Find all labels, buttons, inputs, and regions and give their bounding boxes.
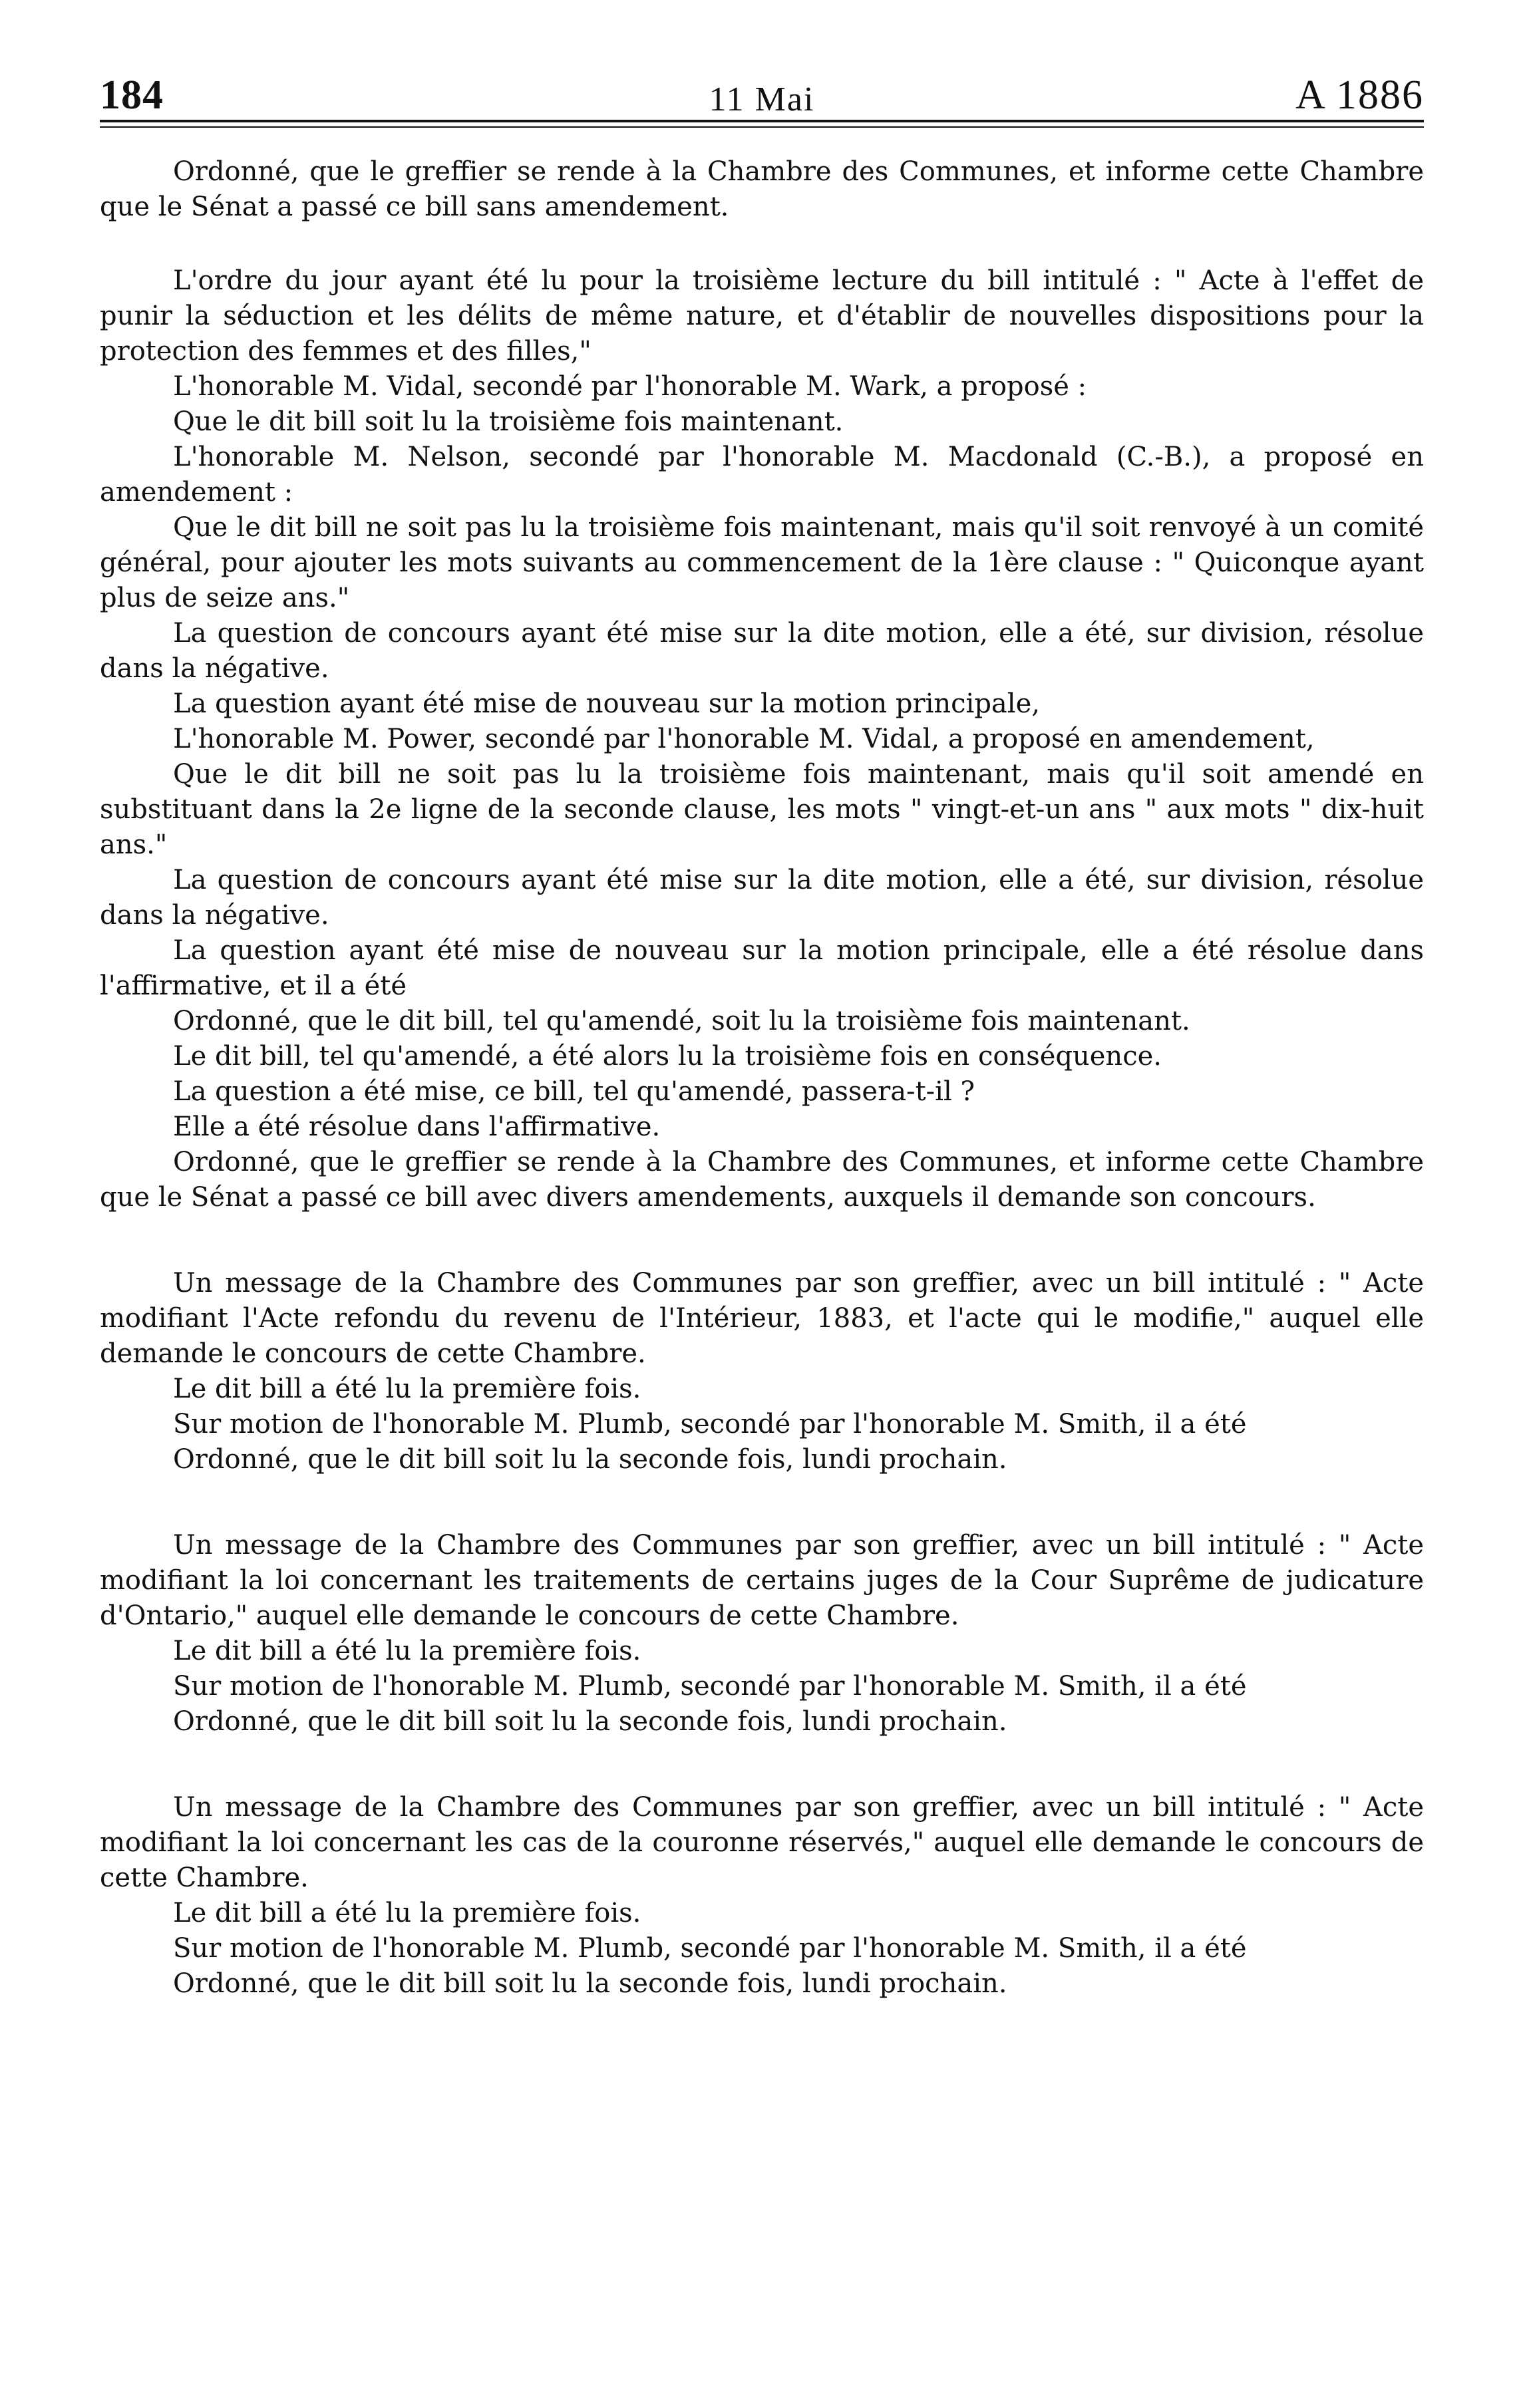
section-gap bbox=[100, 225, 1424, 263]
header-rule-thin bbox=[100, 126, 1424, 128]
paragraph: Ordonné, que le dit bill soit lu la seconde fois, lundi prochain. bbox=[173, 1706, 1007, 1737]
header-date: 11 Mai bbox=[709, 80, 815, 118]
section-gap bbox=[100, 1477, 1424, 1528]
paragraph: Ordonné, que le dit bill, tel qu'amendé, soit lu la troisième fois maintenant. bbox=[173, 1006, 1190, 1036]
paragraph: Que le dit bill ne soit pas lu la troisième fois maintenant, mais qu'il soit renvoyé à un comité général, pour ajouter les mots suivants au commencement de la 1ère clause : " Quiconque ayant plus de seize ans." bbox=[100, 512, 1424, 613]
section-gap bbox=[100, 1739, 1424, 1790]
paragraph: La question de concours ayant été mise sur la dite motion, elle a été, sur division, résolue dans la négative. bbox=[100, 865, 1424, 931]
paragraph: Que le dit bill ne soit pas lu la troisième fois maintenant, mais qu'il soit amendé en substituant dans la 2e ligne de la seconde clause, les mots " vingt-et-un ans " aux mots " dix-huit ans." bbox=[100, 759, 1424, 860]
paragraph: L'honorable M. Vidal, secondé par l'honorable M. Wark, a proposé : bbox=[173, 371, 1087, 402]
section-gap bbox=[100, 1215, 1424, 1266]
paragraph: Sur motion de l'honorable M. Plumb, secondé par l'honorable M. Smith, il a été bbox=[173, 1409, 1247, 1439]
header-rule-thick bbox=[100, 120, 1424, 122]
paragraph: Un message de la Chambre des Communes par son greffier, avec un bill intitulé : " Acte modifiant la loi concernant les traitements de certains juges de la Cour Suprême de judicature d'Ontario," auquel elle demande le concours de cette Chambre. bbox=[100, 1530, 1424, 1631]
paragraph: La question a été mise, ce bill, tel qu'amendé, passera-t-il ? bbox=[173, 1076, 975, 1107]
paragraph: Ordonné, que le dit bill soit lu la seconde fois, lundi prochain. bbox=[173, 1444, 1007, 1475]
paragraph: Le dit bill a été lu la première fois. bbox=[173, 1636, 641, 1666]
page-header bbox=[100, 53, 1424, 120]
paragraph: Elle a été résolue dans l'affirmative. bbox=[173, 1112, 661, 1142]
paragraph: La question ayant été mise de nouveau sur la motion principale, bbox=[173, 688, 1040, 719]
document-body bbox=[100, 154, 1424, 2002]
paragraph: Sur motion de l'honorable M. Plumb, secondé par l'honorable M. Smith, il a été bbox=[173, 1933, 1247, 1964]
paragraph: Ordonné, que le greffier se rende à la Chambre des Communes, et informe cette Chambre que le Sénat a passé ce bill avec divers amendements, auxquels il demande son concours. bbox=[100, 1147, 1424, 1213]
paragraph: Que le dit bill soit lu la troisième fois maintenant. bbox=[173, 406, 844, 437]
paragraph: Ordonné, que le greffier se rende à la Chambre des Communes, et informe cette Chambre que le Sénat a passé ce bill sans amendement. bbox=[100, 156, 1424, 222]
paragraph: Un message de la Chambre des Communes par son greffier, avec un bill intitulé : " Acte modifiant l'Acte refondu du revenu de l'Intérieur, 1883, et l'acte qui le modifie," auquel elle demande le concours de cette Chambre. bbox=[100, 1268, 1424, 1369]
document-page bbox=[100, 53, 1424, 2002]
header-year: A 1886 bbox=[1295, 73, 1424, 118]
paragraph: L'honorable M. Power, secondé par l'honorable M. Vidal, a proposé en amendement, bbox=[173, 724, 1315, 754]
paragraph: Le dit bill a été lu la première fois. bbox=[173, 1898, 641, 1928]
paragraph: Le dit bill a été lu la première fois. bbox=[173, 1374, 641, 1404]
paragraph: L'ordre du jour ayant été lu pour la troisième lecture du bill intitulé : " Acte à l'effet de punir la séduction et les délits de même nature, et d'établir de nouvelles dispositions pour la protection des femmes et des filles," bbox=[100, 265, 1424, 367]
paragraph: Ordonné, que le dit bill soit lu la seconde fois, lundi prochain. bbox=[173, 1968, 1007, 1999]
page-number: 184 bbox=[100, 73, 164, 118]
paragraph: Sur motion de l'honorable M. Plumb, secondé par l'honorable M. Smith, il a été bbox=[173, 1671, 1247, 1702]
paragraph: La question ayant été mise de nouveau sur la motion principale, elle a été résolue dans l'affirmative, et il a été bbox=[100, 935, 1424, 1001]
paragraph: L'honorable M. Nelson, secondé par l'honorable M. Macdonald (C.-B.), a proposé en amendement : bbox=[100, 442, 1424, 508]
paragraph: Le dit bill, tel qu'amendé, a été alors lu la troisième fois en conséquence. bbox=[173, 1041, 1162, 1072]
paragraph: Un message de la Chambre des Communes par son greffier, avec un bill intitulé : " Acte modifiant la loi concernant les cas de la couronne réservés," auquel elle demande le concours de cette Chambre. bbox=[100, 1792, 1424, 1893]
paragraph: La question de concours ayant été mise sur la dite motion, elle a été, sur division, résolue dans la négative. bbox=[100, 618, 1424, 684]
